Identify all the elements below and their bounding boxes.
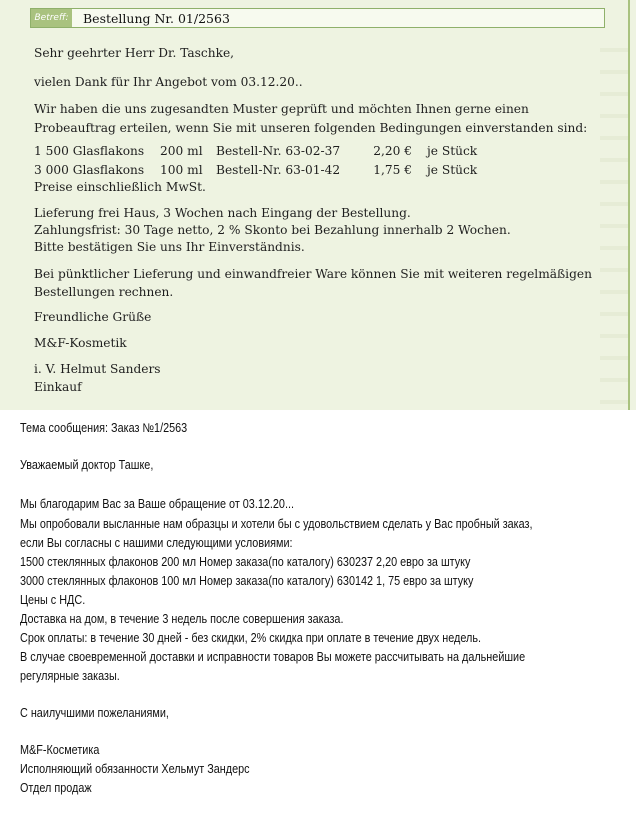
subject-line: Bestellung Nr. 01/2563 <box>83 11 230 26</box>
translation-item-1: 1500 стеклянных флаконов 200 мл Номер заказа(по каталогу) 630237 2,20 евро за штуку <box>20 555 471 569</box>
translation-payment: Срок оплаты: в течение 30 дней - без скидки, 2% скидка при оплате в течение двух недель. <box>20 631 482 645</box>
translation-outlook-line-1: В случае своевременной доставки и исправности товаров Вы можете рассчитывать на дальнейшие <box>20 650 526 664</box>
letter-signatory: i. V. Helmut Sanders <box>34 362 161 376</box>
translation-subject: Тема сообщения: Заказ №1/2563 <box>20 421 188 435</box>
translation-company: M&F-Косметика <box>20 743 100 757</box>
translation-outlook-line-2: регулярные заказы. <box>20 669 120 683</box>
letter-scan <box>0 0 636 410</box>
translation-delivery: Доставка на дом, в течение 3 недель после совершения заказа. <box>20 612 344 626</box>
translation-signatory: Исполняющий обязанности Хельмут Зандерс <box>20 762 250 776</box>
letter-outlook-line-1: Bei pünktlicher Lieferung und einwandfreier Ware können Sie mit weiteren regelmäßigen <box>34 267 592 281</box>
item-order-number: Bestell-Nr. 63-02-37 <box>216 144 341 158</box>
translation-thanks: Мы благодарим Вас за Ваше обращение от 03.12.20... <box>20 497 294 511</box>
letter-thanks: vielen Dank für Ihr Angebot vom 03.12.20.. <box>34 75 303 89</box>
item-quantity: 1 500 Glasflakons <box>34 144 145 158</box>
translation-salutation: Уважаемый доктор Ташке, <box>20 458 154 472</box>
letter-vat-note: Preise einschließlich MwSt. <box>34 180 206 194</box>
margin-rule <box>628 0 630 410</box>
subject-tag: Betreff: <box>31 9 72 27</box>
letter-confirm: Bitte bestätigen Sie uns Ihr Einverständnis. <box>34 240 305 254</box>
subject-bar <box>30 8 605 28</box>
item-order-number: Bestell-Nr. 63-01-42 <box>216 163 341 177</box>
letter-outlook-line-2: Bestellungen rechnen. <box>34 285 174 299</box>
item-volume: 100 ml <box>160 163 203 177</box>
item-unit: je Stück <box>427 163 478 177</box>
letter-payment: Zahlungsfrist: 30 Tage netto, 2 % Skonto bei Bezahlung innerhalb 2 Wochen. <box>34 223 511 237</box>
letter-salutation: Sehr geehrter Herr Dr. Taschke, <box>34 46 235 60</box>
letter-closing: Freundliche Grüße <box>34 310 152 324</box>
letter-intro-line-1: Wir haben die uns zugesandten Muster geprüft und möchten Ihnen gerne einen <box>34 102 529 116</box>
background-page-shadow <box>600 30 630 410</box>
letter-delivery: Lieferung frei Haus, 3 Wochen nach Eingang der Bestellung. <box>34 206 411 220</box>
translation-text <box>0 410 636 828</box>
translation-vat-note: Цены с НДС. <box>20 593 86 607</box>
item-price: 1,75 € <box>373 163 412 177</box>
translation-department: Отдел продаж <box>20 781 92 795</box>
translation-item-2: 3000 стеклянных флаконов 100 мл Номер заказа(по каталогу) 630142 1, 75 евро за штуку <box>20 574 474 588</box>
item-price: 2,20 € <box>373 144 412 158</box>
letter-company: M&F-Kosmetik <box>34 336 127 350</box>
item-volume: 200 ml <box>160 144 203 158</box>
translation-intro-line-2: если Вы согласны с нашими следующими условиями: <box>20 536 293 550</box>
letter-department: Einkauf <box>34 380 82 394</box>
item-unit: je Stück <box>427 144 478 158</box>
translation-intro-line-1: Мы опробовали высланные нам образцы и хотели бы с удовольствием сделать у Вас пробный заказ, <box>20 517 533 531</box>
item-quantity: 3 000 Glasflakons <box>34 163 145 177</box>
letter-intro-line-2: Probeauftrag erteilen, wenn Sie mit unseren folgenden Bedingungen einverstanden sind: <box>34 121 588 135</box>
translation-closing: С наилучшими пожеланиями, <box>20 706 169 720</box>
